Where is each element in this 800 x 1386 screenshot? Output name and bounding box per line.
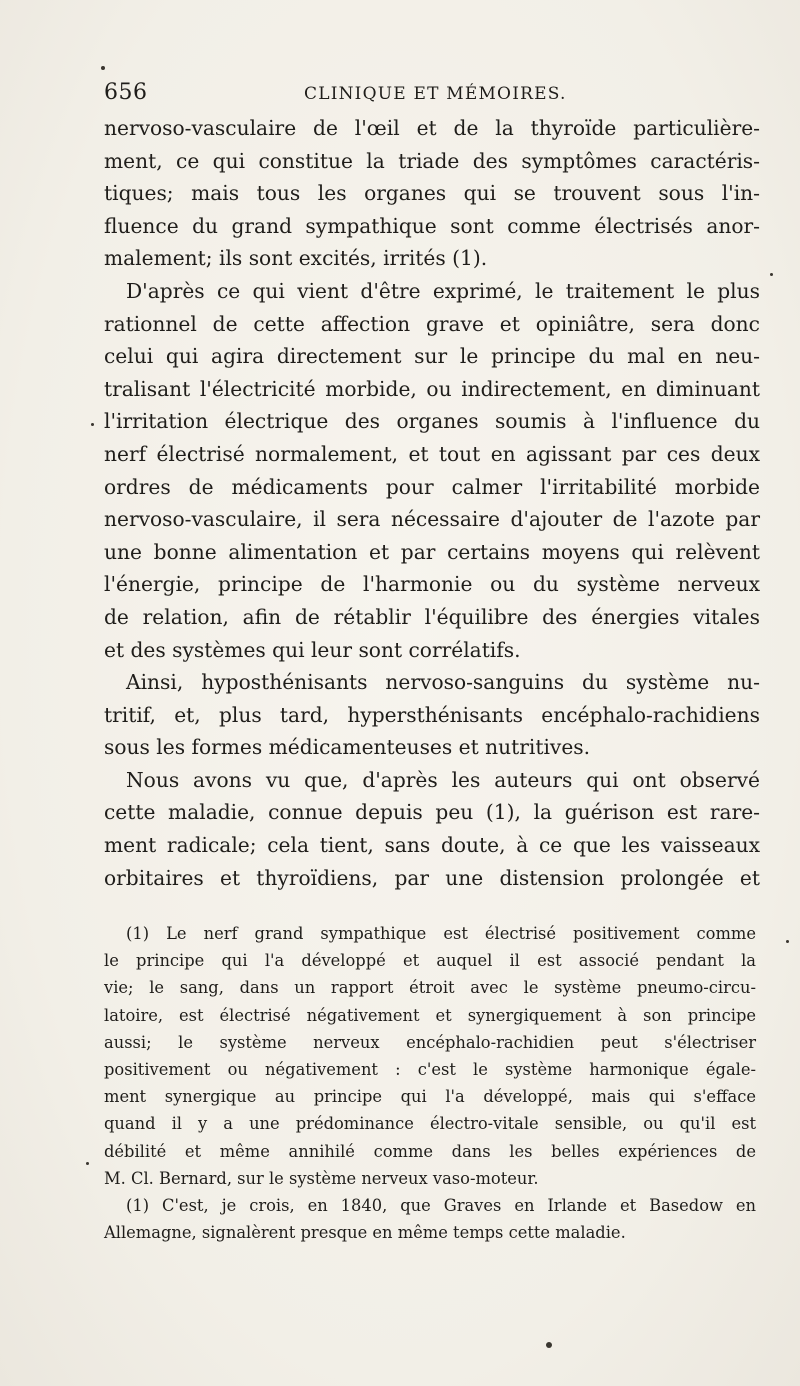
footnote-line: vie; le sang, dans un rapport étroit avec le système pneumo-circu- — [104, 978, 756, 998]
body-line: orbitaires et thyroïdiens, par une distension prolongée et — [104, 865, 760, 890]
body-line: sous les formes médicamenteuses et nutritives. — [104, 735, 591, 760]
footnote-line: latoire, est électrisé négativement et synergiquement à son principe — [104, 1005, 756, 1025]
body-line: ordres de médicaments pour calmer l'irritabilité morbide — [104, 474, 760, 499]
body-line: nervoso-vasculaire, il sera nécessaire d'ajouter de l'azote par — [104, 507, 760, 532]
running-title: CLINIQUE ET MÉMOIRES. — [304, 84, 567, 104]
ink-speck-mark — [546, 1342, 552, 1348]
body-line: et des systèmes qui leur sont corrélatifs. — [104, 637, 521, 662]
body-text — [104, 112, 760, 894]
ink-speck-mark — [770, 273, 773, 276]
footnote-line: (1) C'est, je crois, en 1840, que Graves en Irlande et Basedow en — [126, 1195, 756, 1215]
body-line: l'irritation électrique des organes soumis à l'influence du — [104, 409, 760, 434]
body-line: malement; ils sont excités, irrités (1). — [104, 246, 488, 271]
footnote-line: M. Cl. Bernard, sur le système nerveux vaso-moteur. — [104, 1168, 539, 1188]
body-line: cette maladie, connue depuis peu (1), la guérison est rare- — [104, 800, 760, 825]
body-line: tiques; mais tous les organes qui se trouvent sous l'in- — [104, 181, 760, 206]
footnote-line: (1) Le nerf grand sympathique est électrisé positivement comme — [126, 924, 756, 943]
footnote-line: ment synergique au principe qui l'a développé, mais qui s'efface — [104, 1087, 756, 1107]
body-line: Nous avons vu que, d'après les auteurs qui ont observé — [126, 767, 760, 792]
footnote-line: Allemagne, signalèrent presque en même temps cette maladie. — [104, 1223, 626, 1243]
body-line: nervoso-vasculaire de l'œil et de la thyroïde particulière- — [104, 116, 760, 140]
body-line: Ainsi, hyposthénisants nervoso-sanguins du système nu- — [126, 670, 760, 695]
ink-speck-mark — [786, 940, 789, 943]
body-line: une bonne alimentation et par certains moyens qui relèvent — [104, 539, 760, 564]
body-line: de relation, afin de rétablir l'équilibre des énergies vitales — [104, 604, 760, 629]
body-line: ment radicale; cela tient, sans doute, à ce que les vaisseaux — [104, 833, 760, 858]
footnote-line: aussi; le système nerveux encéphalo-rachidien peut s'électriser — [104, 1032, 756, 1052]
ink-speck-mark — [91, 423, 94, 426]
body-line: ment, ce qui constitue la triade des symptômes caractéris- — [104, 148, 760, 173]
footnotes — [104, 920, 756, 1246]
ink-speck-mark — [86, 1162, 89, 1165]
body-line: tritif, et, plus tard, hypersthénisants encéphalo-rachidiens — [104, 702, 760, 727]
body-line: fluence du grand sympathique sont comme électrisés anor- — [104, 213, 760, 238]
body-line: D'après ce qui vient d'être exprimé, le traitement le plus — [126, 278, 760, 303]
page-header — [104, 80, 760, 114]
body-line: rationnel de cette affection grave et opiniâtre, sera donc — [104, 311, 760, 336]
page-number: 656 — [104, 80, 148, 105]
body-line: tralisant l'électricité morbide, ou indirectement, en diminuant — [104, 376, 760, 401]
body-line: l'énergie, principe de l'harmonie ou du système nerveux — [104, 572, 760, 597]
footnote-line: le principe qui l'a développé et auquel il est associé pendant la — [104, 951, 756, 971]
footnote-line: quand il y a une prédominance électro-vitale sensible, ou qu'il est — [104, 1114, 756, 1134]
footnote-line: positivement ou négativement : c'est le système harmonique égale- — [104, 1059, 756, 1079]
body-line: nerf électrisé normalement, et tout en agissant par ces deux — [104, 441, 760, 466]
ink-speck-mark — [101, 66, 105, 70]
footnote-line: débilité et même annihilé comme dans les belles expériences de — [104, 1141, 756, 1161]
body-line: celui qui agira directement sur le principe du mal en neu- — [104, 344, 760, 369]
